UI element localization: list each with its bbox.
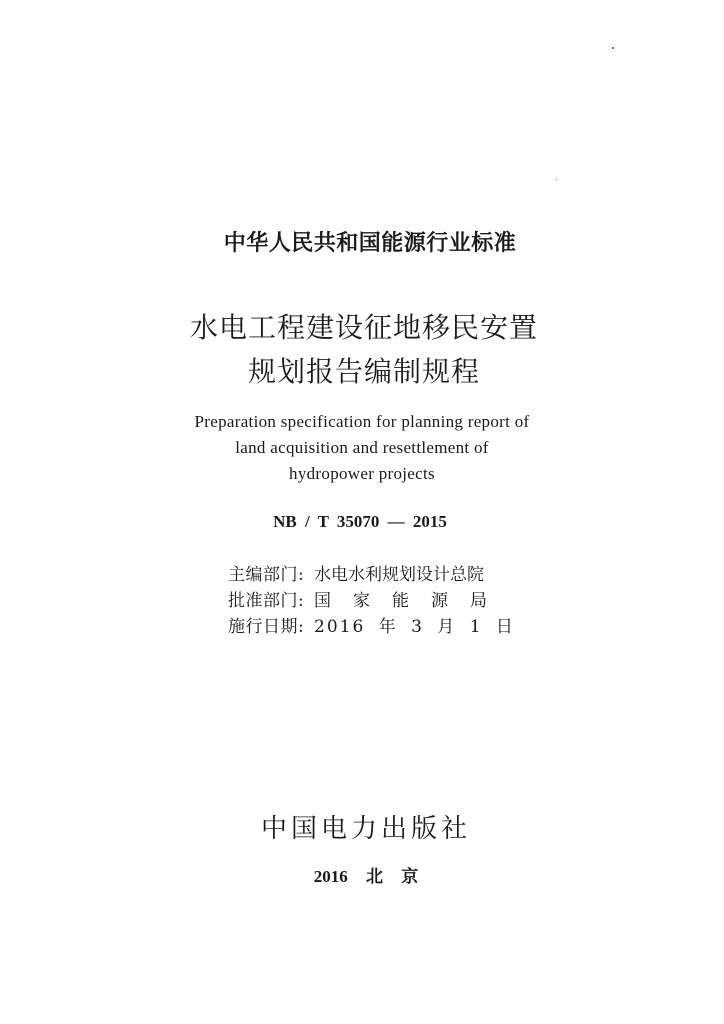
approver-row	[228, 586, 509, 611]
effective-date-value: 2016 年 3 月 1 日	[314, 617, 515, 637]
effective-date-label: 施行日期:	[228, 617, 305, 637]
approver-value: 国家能源局	[314, 591, 509, 611]
title-english-line-2: land acquisition and resettlement of	[235, 438, 489, 457]
effective-date-row	[228, 612, 515, 637]
title-english-line-1: Preparation specification for planning report of	[194, 412, 530, 431]
scan-speck	[612, 47, 614, 49]
approver-label: 批准部门:	[228, 591, 305, 611]
title-chinese-line-2: 规划报告编制规程	[247, 355, 480, 388]
title-english-line-3: hydropower projects	[289, 464, 435, 483]
editor-label: 主编部门:	[228, 565, 305, 585]
publication-year-place: 2016 北 京	[313, 867, 419, 886]
editor-row	[228, 560, 484, 585]
title-chinese-line-1: 水电工程建设征地移民安置	[189, 311, 538, 344]
standard-number: NB / T 35070 — 2015	[273, 512, 447, 531]
editor-value: 水电水利规划设计总院	[314, 565, 484, 585]
scan-speck	[556, 179, 557, 180]
publisher-name: 中国电力出版社	[260, 814, 471, 844]
standard-type-heading: 中华人民共和国能源行业标准	[223, 231, 517, 256]
